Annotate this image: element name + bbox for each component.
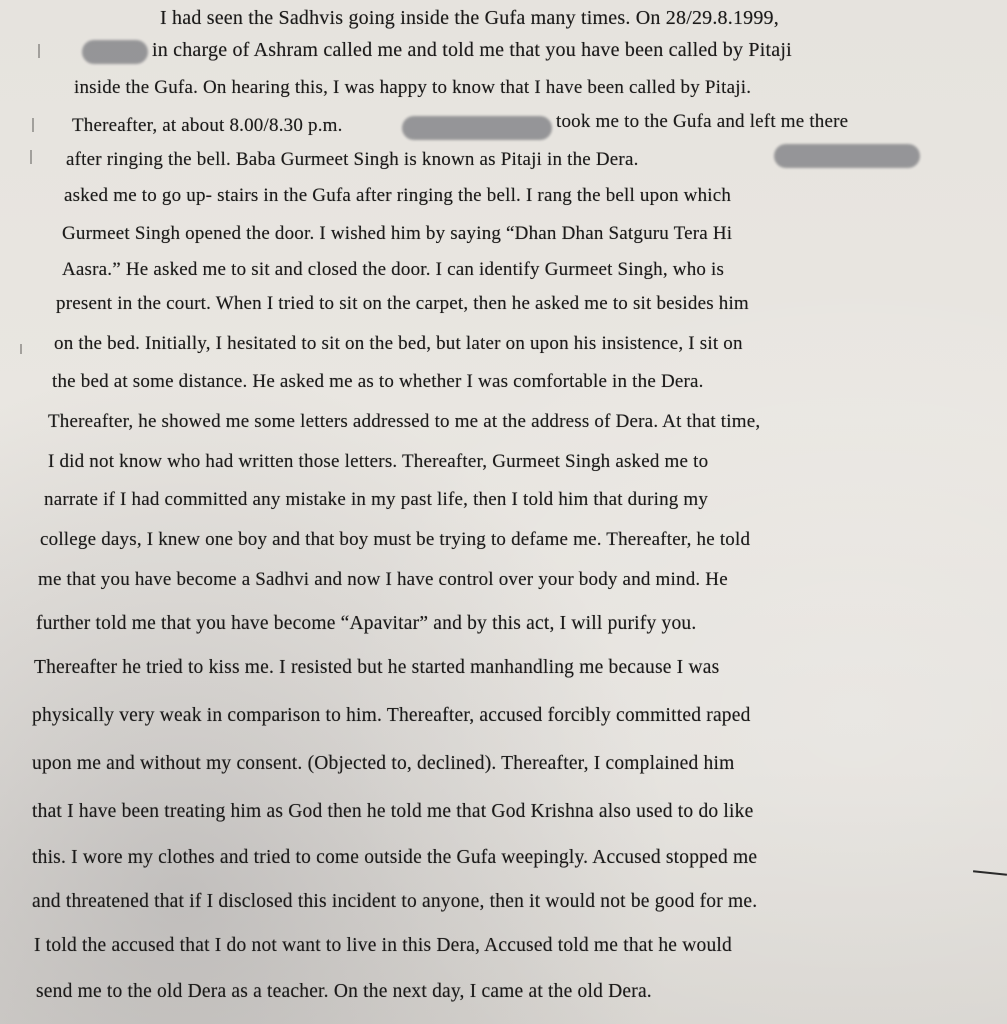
text-line: further told me that you have become “Apavitar” and by this act, I will purify you. [36, 613, 697, 634]
text-line: inside the Gufa. On hearing this, I was happy to know that I have been called by Pitaji. [74, 77, 752, 98]
text-line: Thereafter, he showed me some letters addressed to me at the address of Dera. At that time, [48, 411, 761, 432]
text-line: that I have been treating him as God then he told me that God Krishna also used to do like [32, 801, 754, 822]
text-line: I did not know who had written those letters. Thereafter, Gurmeet Singh asked me to [48, 451, 709, 472]
text-line: asked me to go up- stairs in the Gufa after ringing the bell. I rang the bell upon which [64, 185, 732, 206]
text-line: Thereafter he tried to kiss me. I resisted but he started manhandling me because I was [34, 657, 720, 678]
text-line: on the bed. Initially, I hesitated to sit on the bed, but later on upon his insistence, I sit on [54, 333, 743, 354]
text-line: Gurmeet Singh opened the door. I wished him by saying “Dhan Dhan Satguru Tera Hi [62, 223, 733, 244]
redaction-block [774, 144, 920, 168]
text-line: and threatened that if I disclosed this incident to anyone, then it would not be good for me. [32, 891, 758, 912]
text-line: upon me and without my consent. (Objected to, declined). Thereafter, I complained him [32, 753, 735, 774]
text-line: I had seen the Sadhvis going inside the Gufa many times. On 28/29.8.1999, [160, 7, 779, 29]
redaction-block [82, 40, 148, 64]
text-line: me that you have become a Sadhvi and now I have control over your body and mind. He [38, 569, 728, 590]
text-line: Thereafter, at about 8.00/8.30 p.m. [72, 115, 343, 136]
redaction-block [402, 116, 552, 140]
text-line: the bed at some distance. He asked me as to whether I was comfortable in the Dera. [52, 371, 704, 392]
text-line: narrate if I had committed any mistake in my past life, then I told him that during my [44, 489, 709, 510]
text-line: send me to the old Dera as a teacher. On the next day, I came at the old Dera. [36, 981, 652, 1002]
text-line: took me to the Gufa and left me there [556, 111, 849, 132]
text-line: present in the court. When I tried to sit on the carpet, then he asked me to sit besides him [56, 293, 749, 314]
text-line: in charge of Ashram called me and told me that you have been called by Pitaji [152, 39, 792, 61]
text-line: Aasra.” He asked me to sit and closed the door. I can identify Gurmeet Singh, who is [62, 259, 725, 280]
text-line: I told the accused that I do not want to live in this Dera, Accused told me that he would [34, 935, 732, 956]
text-line: college days, I knew one boy and that boy must be trying to defame me. Thereafter, he told [40, 529, 751, 550]
text-line: this. I wore my clothes and tried to come outside the Gufa weepingly. Accused stopped me [32, 847, 758, 868]
text-line: physically very weak in comparison to him. Thereafter, accused forcibly committed raped [32, 705, 751, 726]
text-line: after ringing the bell. Baba Gurmeet Singh is known as Pitaji in the Dera. [66, 149, 639, 170]
